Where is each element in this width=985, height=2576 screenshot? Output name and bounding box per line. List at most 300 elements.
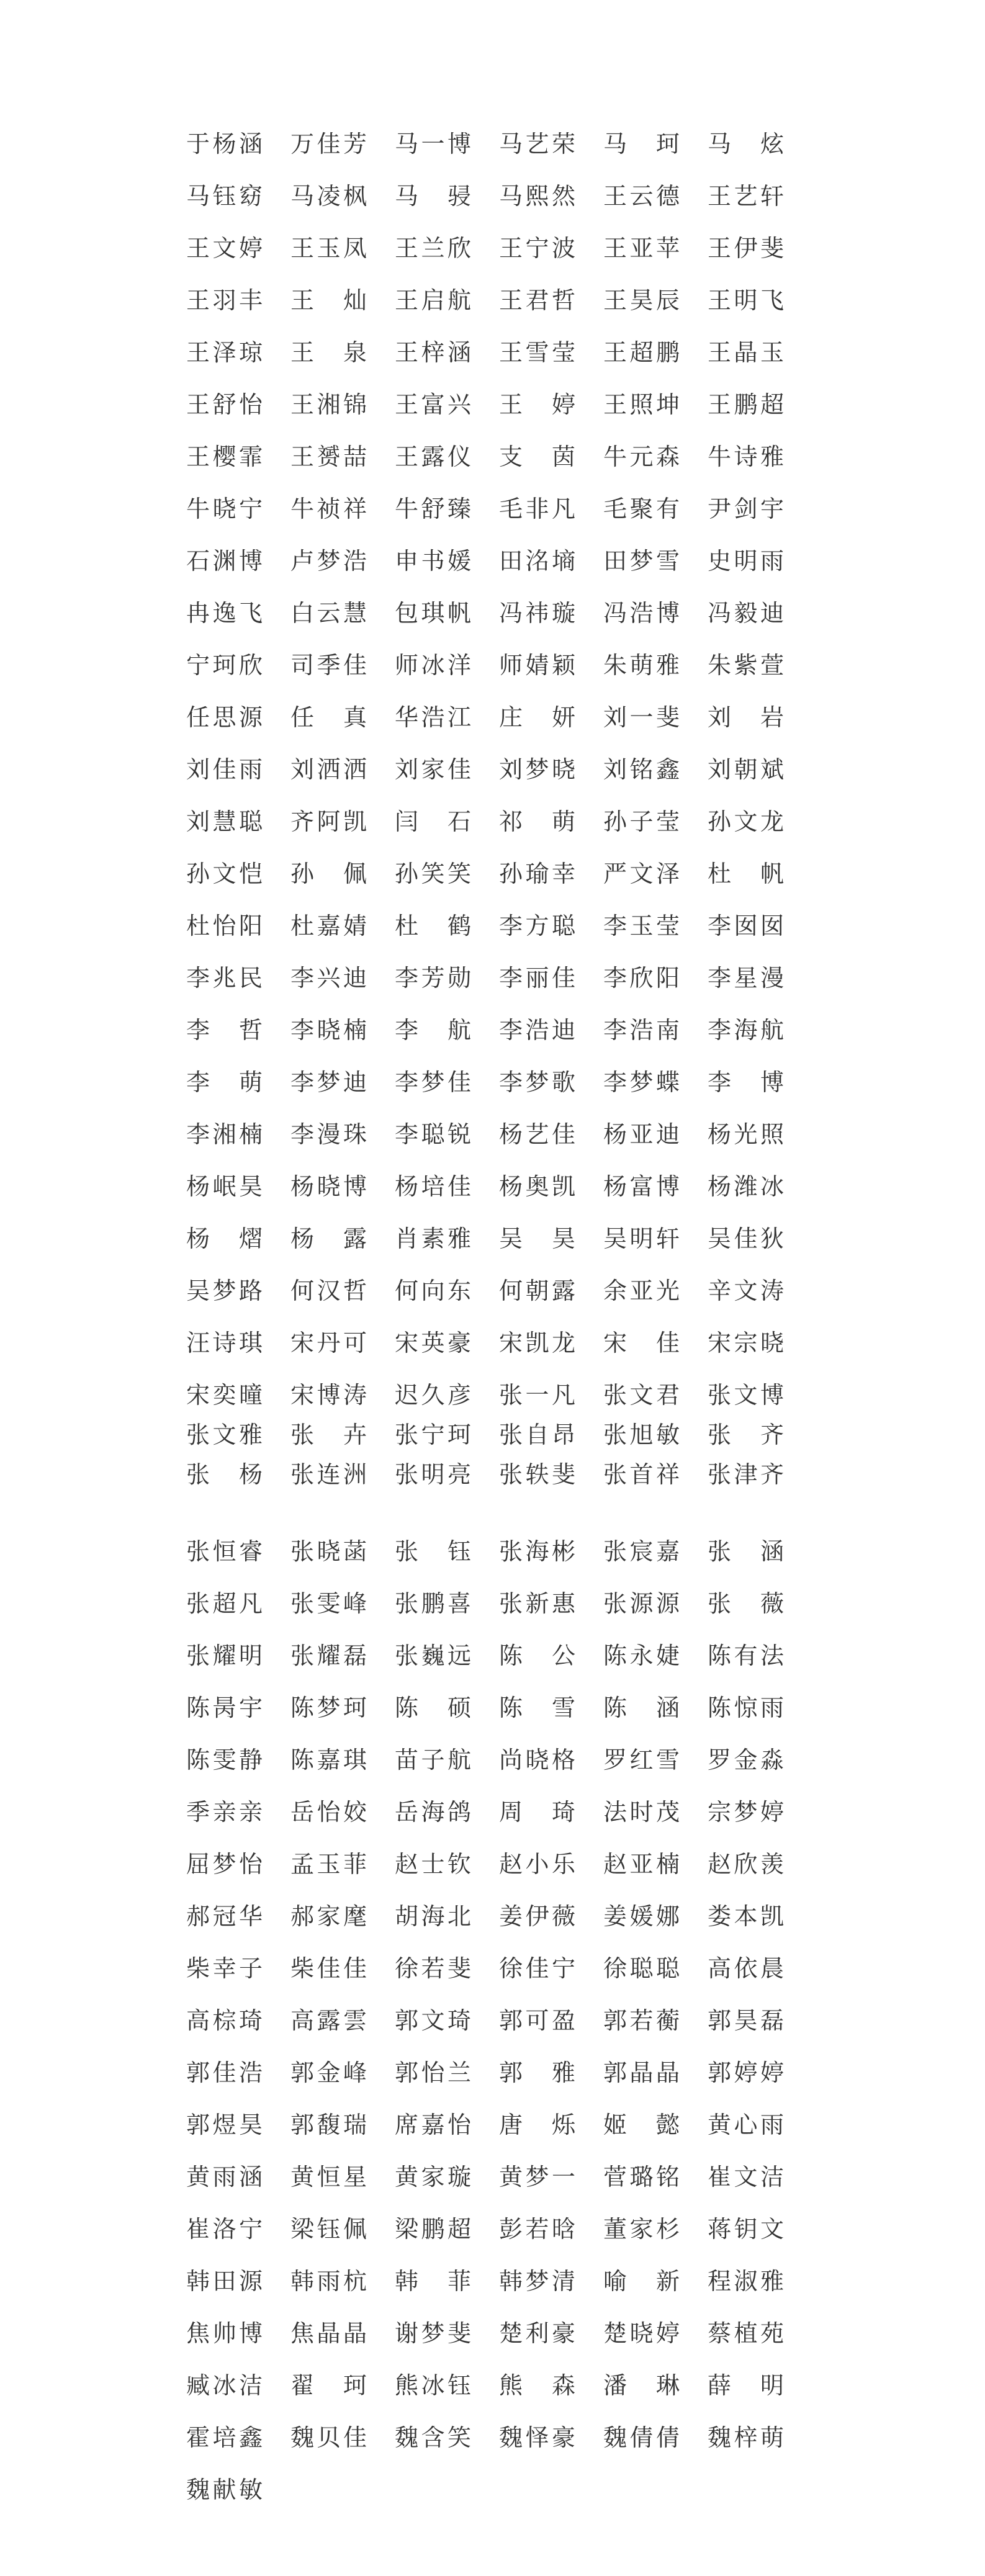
name-entry: 王 婷 [499,391,576,418]
name-row [186,639,807,691]
name-entry: 张超凡 [186,1590,263,1617]
name-entry: 肖素雅 [395,1225,472,1252]
name-entry: 王 灿 [290,287,367,314]
name-entry: 魏怿豪 [499,2424,576,2451]
name-entry: 赵亚楠 [603,1851,680,1878]
name-entry: 宋博涛 [290,1381,367,1409]
name-row [186,2099,807,2151]
name-row [186,2307,807,2359]
name-entry: 岳海鸽 [395,1798,472,1826]
name-entry: 刘一斐 [603,704,680,731]
name-entry: 宋宗晓 [708,1329,785,1357]
name-row [186,1421,807,1448]
name-entry: 王泽琼 [186,339,263,366]
name-entry: 张宸嘉 [603,1538,680,1565]
name-entry: 张宁珂 [395,1421,472,1448]
name-entry: 王云德 [603,182,680,210]
name-entry: 王伊斐 [708,235,785,262]
name-entry: 李 萌 [186,1069,263,1096]
name-entry: 蔡植苑 [708,2320,785,2347]
name-row [186,1056,807,1108]
name-entry: 陈雯静 [186,1746,263,1774]
name-entry: 刘铭鑫 [603,756,680,783]
name-entry: 宋凯龙 [499,1329,576,1357]
name-entry: 楚晓婷 [603,2320,680,2347]
name-row [186,118,807,170]
name-entry: 陈 涵 [603,1694,680,1721]
name-entry: 马一博 [395,130,472,158]
name-entry: 黄梦一 [499,2163,576,2191]
name-entry: 屈梦怡 [186,1851,263,1878]
name-row [186,2151,807,2203]
name-entry: 王露仪 [395,443,472,470]
name-entry: 崔洛宁 [186,2215,263,2243]
name-entry: 陈惊雨 [708,1694,785,1721]
name-row [186,2359,807,2412]
name-entry: 郭馥瑞 [290,2111,367,2138]
name-entry: 张源源 [603,1590,680,1617]
name-entry: 任思源 [186,704,263,731]
name-row [186,1369,807,1421]
name-entry: 王昊辰 [603,287,680,314]
name-entry: 赵士钦 [395,1851,472,1878]
name-entry: 杨 露 [290,1225,367,1252]
name-entry: 申书媛 [395,547,472,575]
name-row [186,2203,807,2255]
name-entry: 冯祎璇 [499,599,576,627]
name-row [186,1838,807,1890]
name-row [186,952,807,1004]
name-entry: 李湘楠 [186,1121,263,1148]
name-entry: 陈有法 [708,1642,785,1669]
name-entry: 姜伊薇 [499,1903,576,1930]
name-entry: 牛诗雅 [708,443,785,470]
name-entry: 王鹏超 [708,391,785,418]
name-row [186,483,807,535]
name-entry: 陈永婕 [603,1642,680,1669]
name-entry: 毛非凡 [499,495,576,523]
name-entry: 韩雨杭 [290,2268,367,2295]
name-entry: 魏梓萌 [708,2424,785,2451]
name-row [186,170,807,222]
name-entry: 董家杉 [603,2215,680,2243]
name-entry: 任 真 [290,704,367,731]
name-entry: 张首祥 [603,1461,680,1488]
name-entry: 白云慧 [290,599,367,627]
name-row [186,1265,807,1317]
name-entry: 包琪帆 [395,599,472,627]
name-row [186,1995,807,2047]
name-entry: 王艺轩 [708,182,785,210]
name-entry: 司季佳 [290,652,367,679]
name-entry: 韩 菲 [395,2268,472,2295]
name-entry: 徐若斐 [395,1955,472,1982]
name-row [186,743,807,796]
name-entry: 李星漫 [708,964,785,992]
name-entry: 高棕琦 [186,2007,263,2034]
name-entry: 杨亚迪 [603,1121,680,1148]
name-entry: 王照坤 [603,391,680,418]
name-entry: 徐佳宁 [499,1955,576,1982]
name-entry: 牛元森 [603,443,680,470]
name-entry: 闫 石 [395,808,472,835]
name-row [186,2255,807,2307]
name-entry: 熊 森 [499,2372,576,2399]
name-entry: 何向东 [395,1277,472,1304]
name-entry: 王雪莹 [499,339,576,366]
name-entry: 何汉哲 [290,1277,367,1304]
name-entry: 孙文龙 [708,808,785,835]
name-entry: 杨培佳 [395,1173,472,1200]
name-entry: 娄本凯 [708,1903,785,1930]
name-entry: 陈昺宇 [186,1694,263,1721]
name-entry: 马艺荣 [499,130,576,158]
name-entry: 张耀明 [186,1642,263,1669]
name-entry: 李兴迪 [290,964,367,992]
name-entry: 郭婷婷 [708,2059,785,2086]
name-row [186,1786,807,1838]
name-entry: 马凌枫 [290,182,367,210]
name-entry: 李囡囡 [708,912,785,940]
name-entry: 马 炫 [708,130,785,158]
name-entry: 张巍远 [395,1642,472,1669]
name-entry: 孟玉菲 [290,1851,367,1878]
name-entry: 徐聪聪 [603,1955,680,1982]
name-entry: 郭煜昊 [186,2111,263,2138]
names-list [186,118,807,2516]
name-entry: 华浩江 [395,704,472,731]
name-entry: 杨岷昊 [186,1173,263,1200]
name-entry: 田梦雪 [603,547,680,575]
name-row [186,1004,807,1056]
name-entry: 李梦蝶 [603,1069,680,1096]
name-entry: 郭若蘅 [603,2007,680,2034]
name-entry: 刘家佳 [395,756,472,783]
name-entry: 黄心雨 [708,2111,785,2138]
name-row [186,1682,807,1734]
name-entry: 冯浩博 [603,599,680,627]
name-entry: 杜 鹤 [395,912,472,940]
name-entry: 薛 明 [708,2372,785,2399]
name-row [186,274,807,326]
name-entry: 李兆民 [186,964,263,992]
name-entry: 姜媛娜 [603,1903,680,1930]
name-entry: 魏含笑 [395,2424,472,2451]
name-entry: 刘 岩 [708,704,785,731]
name-entry: 韩梦清 [499,2268,576,2295]
name-entry: 孙 佩 [290,860,367,887]
name-row [186,2047,807,2099]
name-entry: 孙子莹 [603,808,680,835]
name-entry: 李漫珠 [290,1121,367,1148]
name-entry: 郭金峰 [290,2059,367,2086]
name-entry: 马 珂 [603,130,680,158]
name-entry: 李 博 [708,1069,785,1096]
name-entry: 王舒怡 [186,391,263,418]
name-entry: 岳怡姣 [290,1798,367,1826]
name-entry: 潘 琳 [603,2372,680,2399]
name-entry: 李浩迪 [499,1016,576,1044]
name-entry: 霍培鑫 [186,2424,263,2451]
name-entry: 陈 公 [499,1642,576,1669]
name-entry: 梁钰佩 [290,2215,367,2243]
name-entry: 尹剑宇 [708,495,785,523]
name-entry: 胡海北 [395,1903,472,1930]
name-entry: 祁 萌 [499,808,576,835]
name-entry: 王超鹏 [603,339,680,366]
name-row [186,1525,807,1577]
name-entry: 蒋钥文 [708,2215,785,2243]
name-entry: 郭昊磊 [708,2007,785,2034]
name-entry: 李梦歌 [499,1069,576,1096]
name-entry: 焦晶晶 [290,2320,367,2347]
name-entry: 高露雲 [290,2007,367,2034]
name-entry: 黄雨涵 [186,2163,263,2191]
name-row [186,1448,807,1501]
name-row [186,796,807,848]
name-entry: 杨潍冰 [708,1173,785,1200]
name-entry: 陈嘉琪 [290,1746,367,1774]
name-entry: 陈 硕 [395,1694,472,1721]
name-entry: 辛文涛 [708,1277,785,1304]
name-entry: 郭怡兰 [395,2059,472,2086]
name-entry: 杨奥凯 [499,1173,576,1200]
name-entry: 孙瑜幸 [499,860,576,887]
name-entry: 王晶玉 [708,339,785,366]
name-entry: 牛晓宁 [186,495,263,523]
name-row [186,900,807,952]
name-entry: 万佳芳 [290,130,367,158]
name-entry: 冯毅迪 [708,599,785,627]
name-entry: 张一凡 [499,1381,576,1409]
name-row [186,848,807,900]
name-row [186,535,807,587]
name-row [186,431,807,483]
name-entry: 黄恒星 [290,2163,367,2191]
name-entry: 梁鹏超 [395,2215,472,2243]
name-entry: 张旭敏 [603,1421,680,1448]
name-entry: 赵欣羡 [708,1851,785,1878]
name-entry: 何朝露 [499,1277,576,1304]
name-entry: 郭晶晶 [603,2059,680,2086]
name-entry: 李欣阳 [603,964,680,992]
name-row [186,1890,807,1942]
name-entry: 李聪锐 [395,1121,472,1148]
name-entry: 郭 雅 [499,2059,576,2086]
name-entry: 师冰洋 [395,652,472,679]
name-entry: 唐 烁 [499,2111,576,2138]
name-entry: 王赟喆 [290,443,367,470]
name-row [186,1734,807,1786]
name-entry: 郝冠华 [186,1903,263,1930]
name-row [186,587,807,639]
name-entry: 李晓楠 [290,1016,367,1044]
name-entry: 李梦迪 [290,1069,367,1096]
name-entry: 迟久彦 [395,1381,472,1409]
name-entry: 杨富博 [603,1173,680,1200]
name-entry: 杨晓博 [290,1173,367,1200]
name-entry: 翟 珂 [290,2372,367,2399]
name-entry: 杜 帆 [708,860,785,887]
name-entry: 张 薇 [708,1590,785,1617]
name-entry: 张海彬 [499,1538,576,1565]
name-entry: 马 骎 [395,182,472,210]
name-entry: 张 钰 [395,1538,472,1565]
name-entry: 王富兴 [395,391,472,418]
name-entry: 焦帅博 [186,2320,263,2347]
name-entry: 陈梦珂 [290,1694,367,1721]
name-entry: 刘洒洒 [290,756,367,783]
name-entry: 李丽佳 [499,964,576,992]
name-row [186,1317,807,1369]
name-entry: 韩田源 [186,2268,263,2295]
name-entry: 牛舒臻 [395,495,472,523]
name-entry: 王樱霏 [186,443,263,470]
name-entry: 季亲亲 [186,1798,263,1826]
name-entry: 黄家璇 [395,2163,472,2191]
name-entry: 王玉凤 [290,235,367,262]
name-entry: 彭若晗 [499,2215,576,2243]
name-entry: 马熙然 [499,182,576,210]
name-entry: 喻 新 [603,2268,680,2295]
name-entry: 尚晓格 [499,1746,576,1774]
name-entry: 孙文恺 [186,860,263,887]
name-entry: 魏倩倩 [603,2424,680,2451]
name-entry: 陈 雪 [499,1694,576,1721]
name-row [186,1630,807,1682]
name-entry: 王宁波 [499,235,576,262]
name-entry: 王湘锦 [290,391,367,418]
name-entry: 宋丹可 [290,1329,367,1357]
name-entry: 刘佳雨 [186,756,263,783]
name-row [186,222,807,274]
name-entry: 周 琦 [499,1798,576,1826]
name-entry: 张雯峰 [290,1590,367,1617]
name-entry: 王兰欣 [395,235,472,262]
name-entry: 王文婷 [186,235,263,262]
name-entry: 熊冰钰 [395,2372,472,2399]
name-entry: 菅璐铭 [603,2163,680,2191]
name-entry: 席嘉怡 [395,2111,472,2138]
name-entry: 张文雅 [186,1421,263,1448]
name-entry: 张自昂 [499,1421,576,1448]
name-entry: 郭文琦 [395,2007,472,2034]
name-entry: 郝家麾 [290,1903,367,1930]
name-entry: 张 卉 [290,1421,367,1448]
name-entry: 高依晨 [708,1955,785,1982]
name-entry: 宋奕曈 [186,1381,263,1409]
name-entry: 牛祯祥 [290,495,367,523]
name-row [186,1108,807,1160]
name-entry: 张 齐 [708,1421,785,1448]
name-entry: 赵小乐 [499,1851,576,1878]
name-entry: 郭佳浩 [186,2059,263,2086]
name-row [186,326,807,379]
name-row [186,1942,807,1995]
name-entry: 张晓菡 [290,1538,367,1565]
name-entry: 李梦佳 [395,1069,472,1096]
name-entry: 王明飞 [708,287,785,314]
name-entry: 柴幸子 [186,1955,263,1982]
name-entry: 杨光照 [708,1121,785,1148]
name-entry: 宗梦婷 [708,1798,785,1826]
name-entry: 吴 昊 [499,1225,576,1252]
name-entry: 苗子航 [395,1746,472,1774]
name-entry: 楚利豪 [499,2320,576,2347]
name-entry: 魏献敏 [186,2476,263,2503]
name-entry: 刘慧聪 [186,808,263,835]
name-entry: 庄 妍 [499,704,576,731]
name-entry: 王君哲 [499,287,576,314]
name-entry: 程淑雅 [708,2268,785,2295]
name-entry: 吴佳狄 [708,1225,785,1252]
name-entry: 刘梦晓 [499,756,576,783]
name-entry: 王 泉 [290,339,367,366]
name-entry: 王启航 [395,287,472,314]
name-entry: 史明雨 [708,547,785,575]
name-entry: 田洺墒 [499,547,576,575]
name-entry: 张 杨 [186,1461,263,1488]
name-entry: 张新惠 [499,1590,576,1617]
name-row [186,2464,807,2516]
name-entry: 汪诗琪 [186,1329,263,1357]
name-entry: 朱紫萱 [708,652,785,679]
name-entry: 李海航 [708,1016,785,1044]
name-entry: 杜嘉婧 [290,912,367,940]
name-entry: 马钰窈 [186,182,263,210]
name-entry: 师婧颖 [499,652,576,679]
name-entry: 柴佳佳 [290,1955,367,1982]
name-row [186,2412,807,2464]
name-entry: 李玉莹 [603,912,680,940]
name-entry: 张轶斐 [499,1461,576,1488]
name-row [186,1160,807,1213]
name-entry: 崔文洁 [708,2163,785,2191]
name-entry: 石渊博 [186,547,263,575]
name-entry: 王亚苹 [603,235,680,262]
name-entry: 李 航 [395,1016,472,1044]
name-entry: 张恒睿 [186,1538,263,1565]
name-entry: 于杨涵 [186,130,263,158]
name-entry: 臧冰洁 [186,2372,263,2399]
name-entry: 张明亮 [395,1461,472,1488]
name-entry: 朱萌雅 [603,652,680,679]
name-entry: 李芳勋 [395,964,472,992]
name-entry: 谢梦斐 [395,2320,472,2347]
name-entry: 余亚光 [603,1277,680,1304]
name-entry: 李 哲 [186,1016,263,1044]
name-entry: 杜怡阳 [186,912,263,940]
name-entry: 吴明轩 [603,1225,680,1252]
name-entry: 宋英豪 [395,1329,472,1357]
name-entry: 杨 熠 [186,1225,263,1252]
name-entry: 罗红雪 [603,1746,680,1774]
name-entry: 孙笑笑 [395,860,472,887]
name-entry: 张文博 [708,1381,785,1409]
name-row [186,691,807,743]
name-entry: 魏贝佳 [290,2424,367,2451]
name-entry: 毛聚有 [603,495,680,523]
name-entry: 杨艺佳 [499,1121,576,1148]
name-entry: 宁珂欣 [186,652,263,679]
name-entry: 王梓涵 [395,339,472,366]
name-entry: 吴梦路 [186,1277,263,1304]
name-entry: 张 涵 [708,1538,785,1565]
name-entry: 王羽丰 [186,287,263,314]
name-entry: 法时茂 [603,1798,680,1826]
name-entry: 张文君 [603,1381,680,1409]
name-entry: 李方聪 [499,912,576,940]
